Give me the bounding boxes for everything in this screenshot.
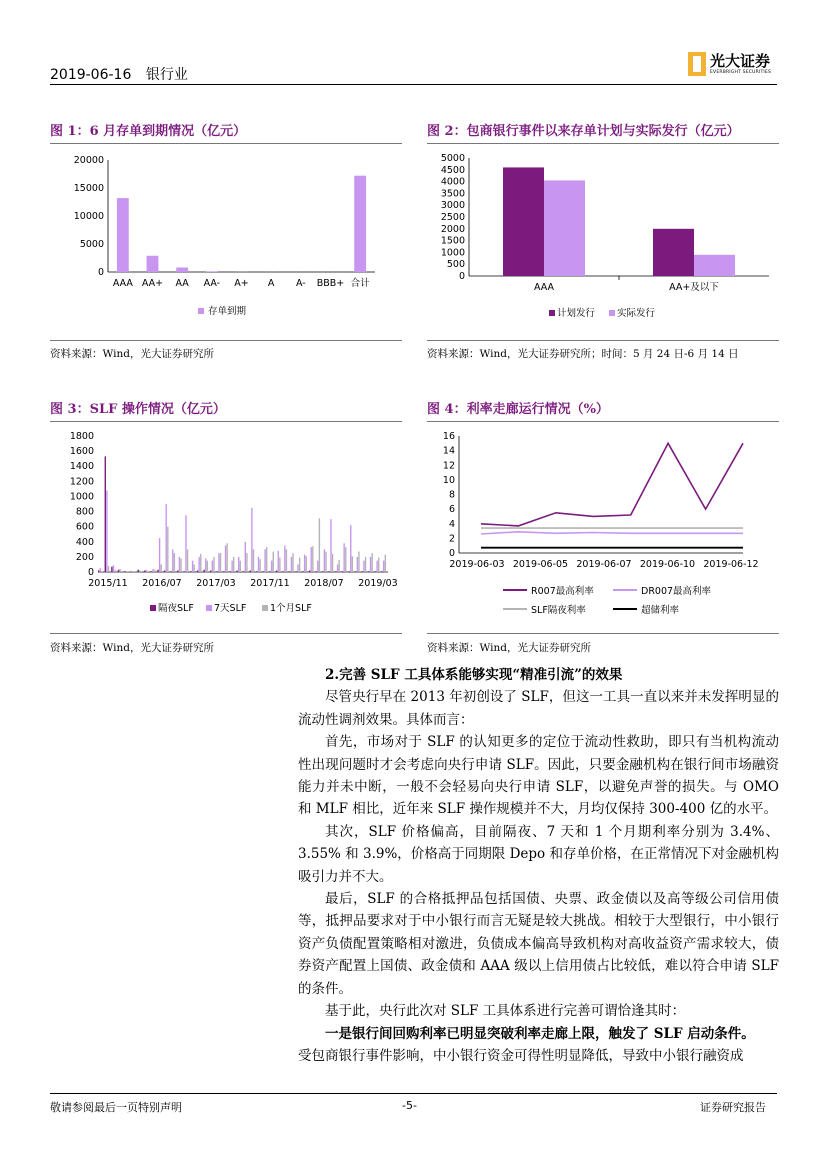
fig1-bar (354, 176, 366, 272)
fig3-bar (335, 571, 336, 572)
fig3-bar (146, 570, 147, 572)
figure-2-source: 资料来源：Wind，光大证券研究所；时间：5 月 24 日-6 月 14 日 (427, 348, 739, 360)
fig3-bar (185, 515, 186, 572)
fig1-legend-swatch (198, 308, 204, 314)
fig4-y-tick: 8 (448, 489, 455, 501)
fig4-x-tick: 2019-06-12 (703, 559, 759, 570)
fig3-bar (172, 549, 173, 572)
fig1-y-tick: 15000 (73, 183, 104, 194)
brand-logo (688, 50, 780, 80)
fig1-legend-label: 存单到期 (208, 306, 247, 317)
fig3-bar (370, 557, 371, 572)
fig3-bar (253, 549, 254, 572)
fig4-legend-label: DR007最高利率 (641, 586, 712, 597)
fig3-bar (243, 571, 244, 572)
paragraph: 首先，市场对于 SLF 的认知更多的定位于流动性救助，即只有当机构流动性出现问题时才会考虑向央行申请 SLF。因此，只要金融机构在银行间市场融资能力并未中断，一般不会轻易向央行申请 SLF，以避免声誉的损失。与 OMO 和 MLF 相比，近年来 SLF 操作规模并不大，月均仅保持 300-400 亿的水平。 (298, 734, 779, 818)
fig3-y-tick: 400 (75, 536, 94, 548)
fig3-bar (190, 571, 191, 572)
fig3-bar (179, 557, 180, 572)
fig4-y-tick: 4 (448, 518, 455, 530)
fig2-y-tick: 3500 (440, 188, 465, 200)
fig2-y-tick: 1500 (440, 235, 465, 247)
fig3-y-tick: 600 (75, 521, 94, 533)
fig3-bar (264, 549, 265, 572)
fig3-y-tick: 1400 (69, 461, 94, 473)
fig4-legend-label: R007最高利率 (531, 586, 594, 597)
fig3-bar (278, 551, 279, 572)
fig2-x-tick: AA+及以下 (669, 282, 719, 293)
figure-3-top-rule (50, 421, 402, 422)
fig4-y-tick: 6 (448, 504, 455, 516)
fig3-bar (316, 571, 317, 572)
fig2-y-tick: 4000 (440, 176, 465, 188)
fig3-bar (317, 561, 318, 572)
fig3-bar (337, 564, 338, 572)
fig3-bar (296, 571, 297, 572)
fig3-bar (184, 571, 185, 572)
fig3-bar (355, 571, 356, 572)
fig3-bar (141, 571, 142, 572)
fig3-bar (124, 571, 125, 572)
fig1-y-tick: 10000 (73, 211, 104, 222)
fig4-y-tick: 16 (442, 431, 455, 442)
figure-4-chart (427, 424, 779, 624)
fig1-bar (176, 268, 188, 272)
report-industry: 银行业 (145, 67, 188, 83)
fig3-bar (357, 557, 358, 572)
fig4-y-tick: 14 (442, 445, 455, 457)
fig3-bar (167, 527, 168, 572)
report-date: 2019-06-16 (50, 67, 132, 83)
figure-4-bottom-rule (427, 633, 779, 634)
logo-subtitle: EVERBRIGHT SECURITIES (710, 70, 772, 75)
fig3-legend-label: 7天SLF (214, 603, 247, 614)
fig3-bar (297, 564, 298, 572)
fig3-bar (166, 504, 167, 572)
fig3-bar (200, 554, 201, 572)
fig3-bar (348, 571, 349, 572)
fig3-y-tick: 0 (87, 567, 94, 578)
fig4-x-tick: 2019-06-07 (576, 559, 632, 570)
figure-4-top-rule (427, 421, 779, 422)
fig3-bar (279, 558, 280, 572)
fig3-bar (231, 561, 232, 572)
figure-1-chart (50, 146, 402, 336)
fig3-bar (203, 570, 204, 572)
fig4-x-tick: 2019-06-05 (512, 559, 569, 570)
logo-name: 光大证券 (710, 52, 771, 70)
fig3-bar (286, 549, 287, 572)
fig3-bar (119, 569, 120, 572)
section-heading: 2.完善 SLF 工具体系能够实现“精准引流”的效果 (325, 667, 623, 683)
fig3-bar (256, 571, 257, 572)
fig3-bar (197, 570, 198, 572)
fig3-bar (144, 570, 145, 572)
fig1-x-tick: AA- (203, 278, 221, 289)
fig3-y-tick: 1000 (69, 491, 94, 503)
fig2-bar (544, 180, 585, 276)
figure-2-title: 图 2：包商银行事件以来存单计划与实际发行（亿元） (427, 124, 740, 139)
fig3-bar (225, 546, 226, 572)
fig1-x-tick: A- (295, 278, 306, 289)
fig4-x-tick: 2019-06-03 (449, 559, 505, 570)
figure-1-title: 图 1：6 月存单到期情况（亿元） (50, 124, 247, 139)
figure-3-title: 图 3：SLF 操作情况（亿元） (50, 402, 226, 417)
fig1-x-tick: A+ (234, 278, 249, 289)
page-number: -5- (402, 1099, 417, 1112)
fig3-bar (187, 549, 188, 572)
fig3-bar (291, 557, 292, 572)
fig3-legend-swatch (150, 605, 156, 611)
fig3-bar (259, 559, 260, 572)
fig3-bar (269, 571, 270, 572)
fig2-y-tick: 2000 (440, 223, 465, 235)
fig3-bar (212, 561, 213, 572)
fig3-bar (161, 564, 162, 572)
fig3-bar (113, 565, 114, 572)
fig3-bar (332, 554, 333, 572)
figure-3-bottom-rule (50, 633, 402, 634)
figure-4-title: 图 4：利率走廊运行情况（%） (427, 402, 609, 417)
fig4-series-line (481, 532, 743, 534)
fig3-bar (230, 571, 231, 572)
footer-report-type: 证券研究报告 (700, 1101, 766, 1114)
fig3-bar (154, 570, 155, 572)
fig3-y-tick: 200 (75, 551, 94, 563)
fig3-bar (226, 543, 227, 572)
fig3-bar (121, 571, 122, 572)
figure-3-source: 资料来源：Wind，光大证券研究所 (50, 642, 214, 654)
fig2-bar (653, 229, 694, 276)
fig2-y-tick: 0 (458, 271, 465, 282)
fig3-bar (180, 558, 181, 572)
fig3-bar (330, 519, 331, 572)
fig3-bar (358, 552, 359, 572)
fig2-y-tick: 500 (446, 259, 465, 271)
fig3-bar (152, 569, 153, 572)
fig4-legend-label: SLF隔夜利率 (531, 605, 586, 616)
fig3-bar (324, 549, 325, 572)
fig3-bar (245, 542, 246, 572)
fig2-y-tick: 1000 (440, 247, 465, 259)
fig3-bar (271, 561, 272, 572)
fig2-legend-swatch (609, 310, 615, 316)
fig3-y-tick: 1200 (69, 476, 94, 488)
fig3-bar (207, 561, 208, 572)
fig2-y-tick: 3000 (440, 200, 465, 212)
fig3-x-tick: 2015/11 (88, 578, 128, 589)
footer-rule (50, 1093, 777, 1094)
fig3-bar (210, 570, 211, 572)
fig3-bar (151, 571, 152, 572)
paragraph: 基于此，央行此次对 SLF 工具体系进行完善可谓恰逢其时： (325, 1003, 686, 1020)
fig3-bar (157, 570, 158, 572)
fig2-bar (503, 167, 544, 276)
fig1-x-tick: BBB+ (316, 278, 345, 289)
fig4-y-tick: 10 (442, 474, 455, 486)
fig3-bar (319, 518, 320, 572)
fig3-y-tick: 1600 (69, 446, 94, 458)
fig3-x-tick: 2018/07 (304, 578, 344, 589)
fig3-bar (292, 553, 293, 572)
fig3-bar (302, 571, 303, 572)
fig3-x-tick: 2017/03 (196, 578, 236, 589)
fig3-bar (289, 571, 290, 572)
fig3-bar (312, 546, 313, 572)
fig3-bar (263, 571, 264, 572)
fig1-bar (206, 271, 218, 272)
fig3-bar (258, 557, 259, 572)
fig3-bar (273, 552, 274, 572)
fig3-bar (309, 570, 310, 572)
fig1-x-tick: AA (175, 278, 189, 289)
header-rule (50, 84, 777, 85)
figure-2-chart (427, 146, 779, 336)
fig3-bar (171, 571, 172, 572)
fig1-x-tick: 合计 (350, 278, 370, 289)
figure-2-top-rule (427, 143, 779, 144)
figure-4-source: 资料来源：Wind，光大证券研究所 (427, 642, 591, 654)
fig3-bar (322, 571, 323, 572)
fig3-bar (159, 538, 160, 572)
fig3-bar (246, 553, 247, 572)
fig3-bar (363, 561, 364, 572)
fig1-y-tick: 20000 (73, 155, 104, 166)
fig3-bar (383, 561, 384, 572)
paragraph: 最后，SLF 的合格抵押品包括国债、央票、政金债以及高等级公司信用债等，抵押品要求对于中小银行而言无疑是较大挑战。相较于大型银行，中小银行资产负债配置策略相对激进，负债成本偏高导致机构对高收益资产需求较大，债券资产配置上国债、政金债和 AAA 级以上信用债占比较低，难以符合申请 SLF 的条件。 (298, 891, 779, 997)
fig3-bar (325, 552, 326, 572)
fig3-bar (220, 553, 221, 572)
fig3-bar (311, 547, 312, 572)
fig3-bar (283, 571, 284, 572)
fig2-legend-label: 计划发行 (557, 308, 596, 319)
fig3-bar (266, 547, 267, 572)
fig3-bar (365, 557, 366, 572)
fig1-bar (147, 256, 159, 272)
fig3-bar (233, 557, 234, 572)
fig3-bar (217, 571, 218, 572)
fig3-bar (381, 571, 382, 572)
fig2-y-tick: 5000 (440, 153, 465, 164)
fig3-bar (174, 553, 175, 572)
fig2-legend-swatch (549, 310, 555, 316)
fig1-y-tick: 0 (97, 267, 104, 278)
fig3-y-tick: 800 (75, 506, 94, 518)
fig3-bar (329, 571, 330, 572)
figure-3-chart (50, 424, 402, 624)
fig3-bar (101, 571, 102, 572)
fig4-y-tick: 12 (442, 460, 455, 472)
fig4-legend-label: 超储利率 (641, 605, 680, 616)
logo-mark-icon (688, 52, 706, 76)
paragraph: 尽管央行早在 2013 年初创设了 SLF，但这一工具一直以来并未发挥明显的流动性调剂效果。具体而言： (298, 689, 779, 728)
fig3-legend-swatch (262, 605, 268, 611)
figure-1-bottom-rule (50, 340, 402, 341)
fig3-bar (177, 570, 178, 572)
fig3-bar (306, 556, 307, 572)
fig2-y-tick: 4500 (440, 164, 465, 176)
fig1-x-tick: AAA (112, 278, 133, 289)
fig3-bar (193, 564, 194, 572)
fig3-bar (304, 555, 305, 572)
fig3-bar (105, 456, 106, 572)
fig3-bar (345, 547, 346, 572)
fig3-legend-label: 隔夜SLF (158, 603, 194, 614)
figure-2-bottom-rule (427, 340, 779, 341)
fig4-y-tick: 0 (448, 548, 455, 559)
fig3-bar (138, 570, 139, 572)
fig1-x-tick: A (267, 278, 275, 289)
fig3-bar (213, 557, 214, 572)
fig3-bar (299, 558, 300, 572)
fig3-bar (352, 556, 353, 572)
page-header (50, 64, 198, 84)
fig2-legend-label: 实际发行 (617, 308, 656, 319)
fig3-bar (236, 570, 237, 572)
fig3-bar (376, 561, 377, 572)
fig3-bar (350, 525, 351, 572)
fig3-bar (240, 561, 241, 572)
body-text (298, 664, 779, 1067)
fig3-bar (100, 568, 101, 572)
fig3-bar (164, 570, 165, 572)
paragraph: 其次，SLF 价格偏高，目前隔夜、7 天和 1 个月期利率分别为 3.4%、3.55% 和 3.9%，价格高于同期限 Depo 和存单价格，在正常情况下对金融机构吸引力并不大。 (298, 823, 779, 885)
fig3-bar (378, 558, 379, 572)
fig3-bar (118, 570, 119, 572)
bold-paragraph: 一是银行间回购利率已明显突破利率走廊上限，触发了 SLF 启动条件。 (325, 1025, 755, 1042)
fig4-x-tick: 2019-06-10 (639, 559, 696, 570)
fig3-bar (106, 490, 107, 572)
fig3-bar (98, 570, 99, 572)
fig3-bar (192, 561, 193, 572)
fig4-y-tick: 2 (448, 533, 455, 545)
fig3-bar (205, 558, 206, 572)
fig3-bar (375, 571, 376, 572)
fig3-bar (223, 571, 224, 572)
fig3-legend-label: 1个月SLF (270, 603, 312, 614)
fig3-bar (368, 571, 369, 572)
fig3-bar (343, 543, 344, 572)
paragraph-continuation: 受包商银行事件影响，中小银行资金可得性明显降低，导致中小银行融资成 (298, 1047, 744, 1064)
fig3-bar (238, 557, 239, 572)
fig3-bar (126, 571, 127, 572)
footer-disclaimer: 敬请参阅最后一页特别声明 (50, 1101, 182, 1114)
fig3-bar (362, 571, 363, 572)
fig4-series-line (481, 443, 743, 526)
fig1-y-tick: 5000 (79, 239, 104, 250)
fig2-bar (694, 255, 735, 276)
fig1-x-tick: AA+ (141, 278, 164, 289)
fig3-bar (139, 570, 140, 572)
fig3-bar (342, 571, 343, 572)
fig2-y-tick: 2500 (440, 212, 465, 223)
fig3-bar (338, 560, 339, 572)
fig3-bar (218, 553, 219, 572)
figure-1-top-rule (50, 143, 402, 144)
fig3-bar (385, 555, 386, 572)
fig3-bar (251, 508, 252, 572)
fig3-bar (108, 566, 109, 572)
fig3-x-tick: 2019/03 (358, 578, 398, 589)
fig3-bar (114, 570, 115, 572)
fig3-bar (371, 553, 372, 572)
fig2-x-tick: AAA (533, 282, 555, 293)
fig3-legend-swatch (206, 605, 212, 611)
fig3-bar (276, 570, 277, 572)
fig3-bar (147, 571, 148, 572)
fig3-bar (284, 546, 285, 572)
fig3-bar (250, 570, 251, 572)
fig3-bar (198, 557, 199, 572)
fig3-x-tick: 2017/11 (250, 578, 290, 589)
fig1-bar (117, 198, 129, 272)
figure-1-source: 资料来源：Wind，光大证券研究所 (50, 348, 214, 360)
fig3-bar (111, 567, 112, 572)
fig3-x-tick: 2016/07 (142, 578, 182, 589)
fig3-y-tick: 1800 (69, 431, 94, 442)
